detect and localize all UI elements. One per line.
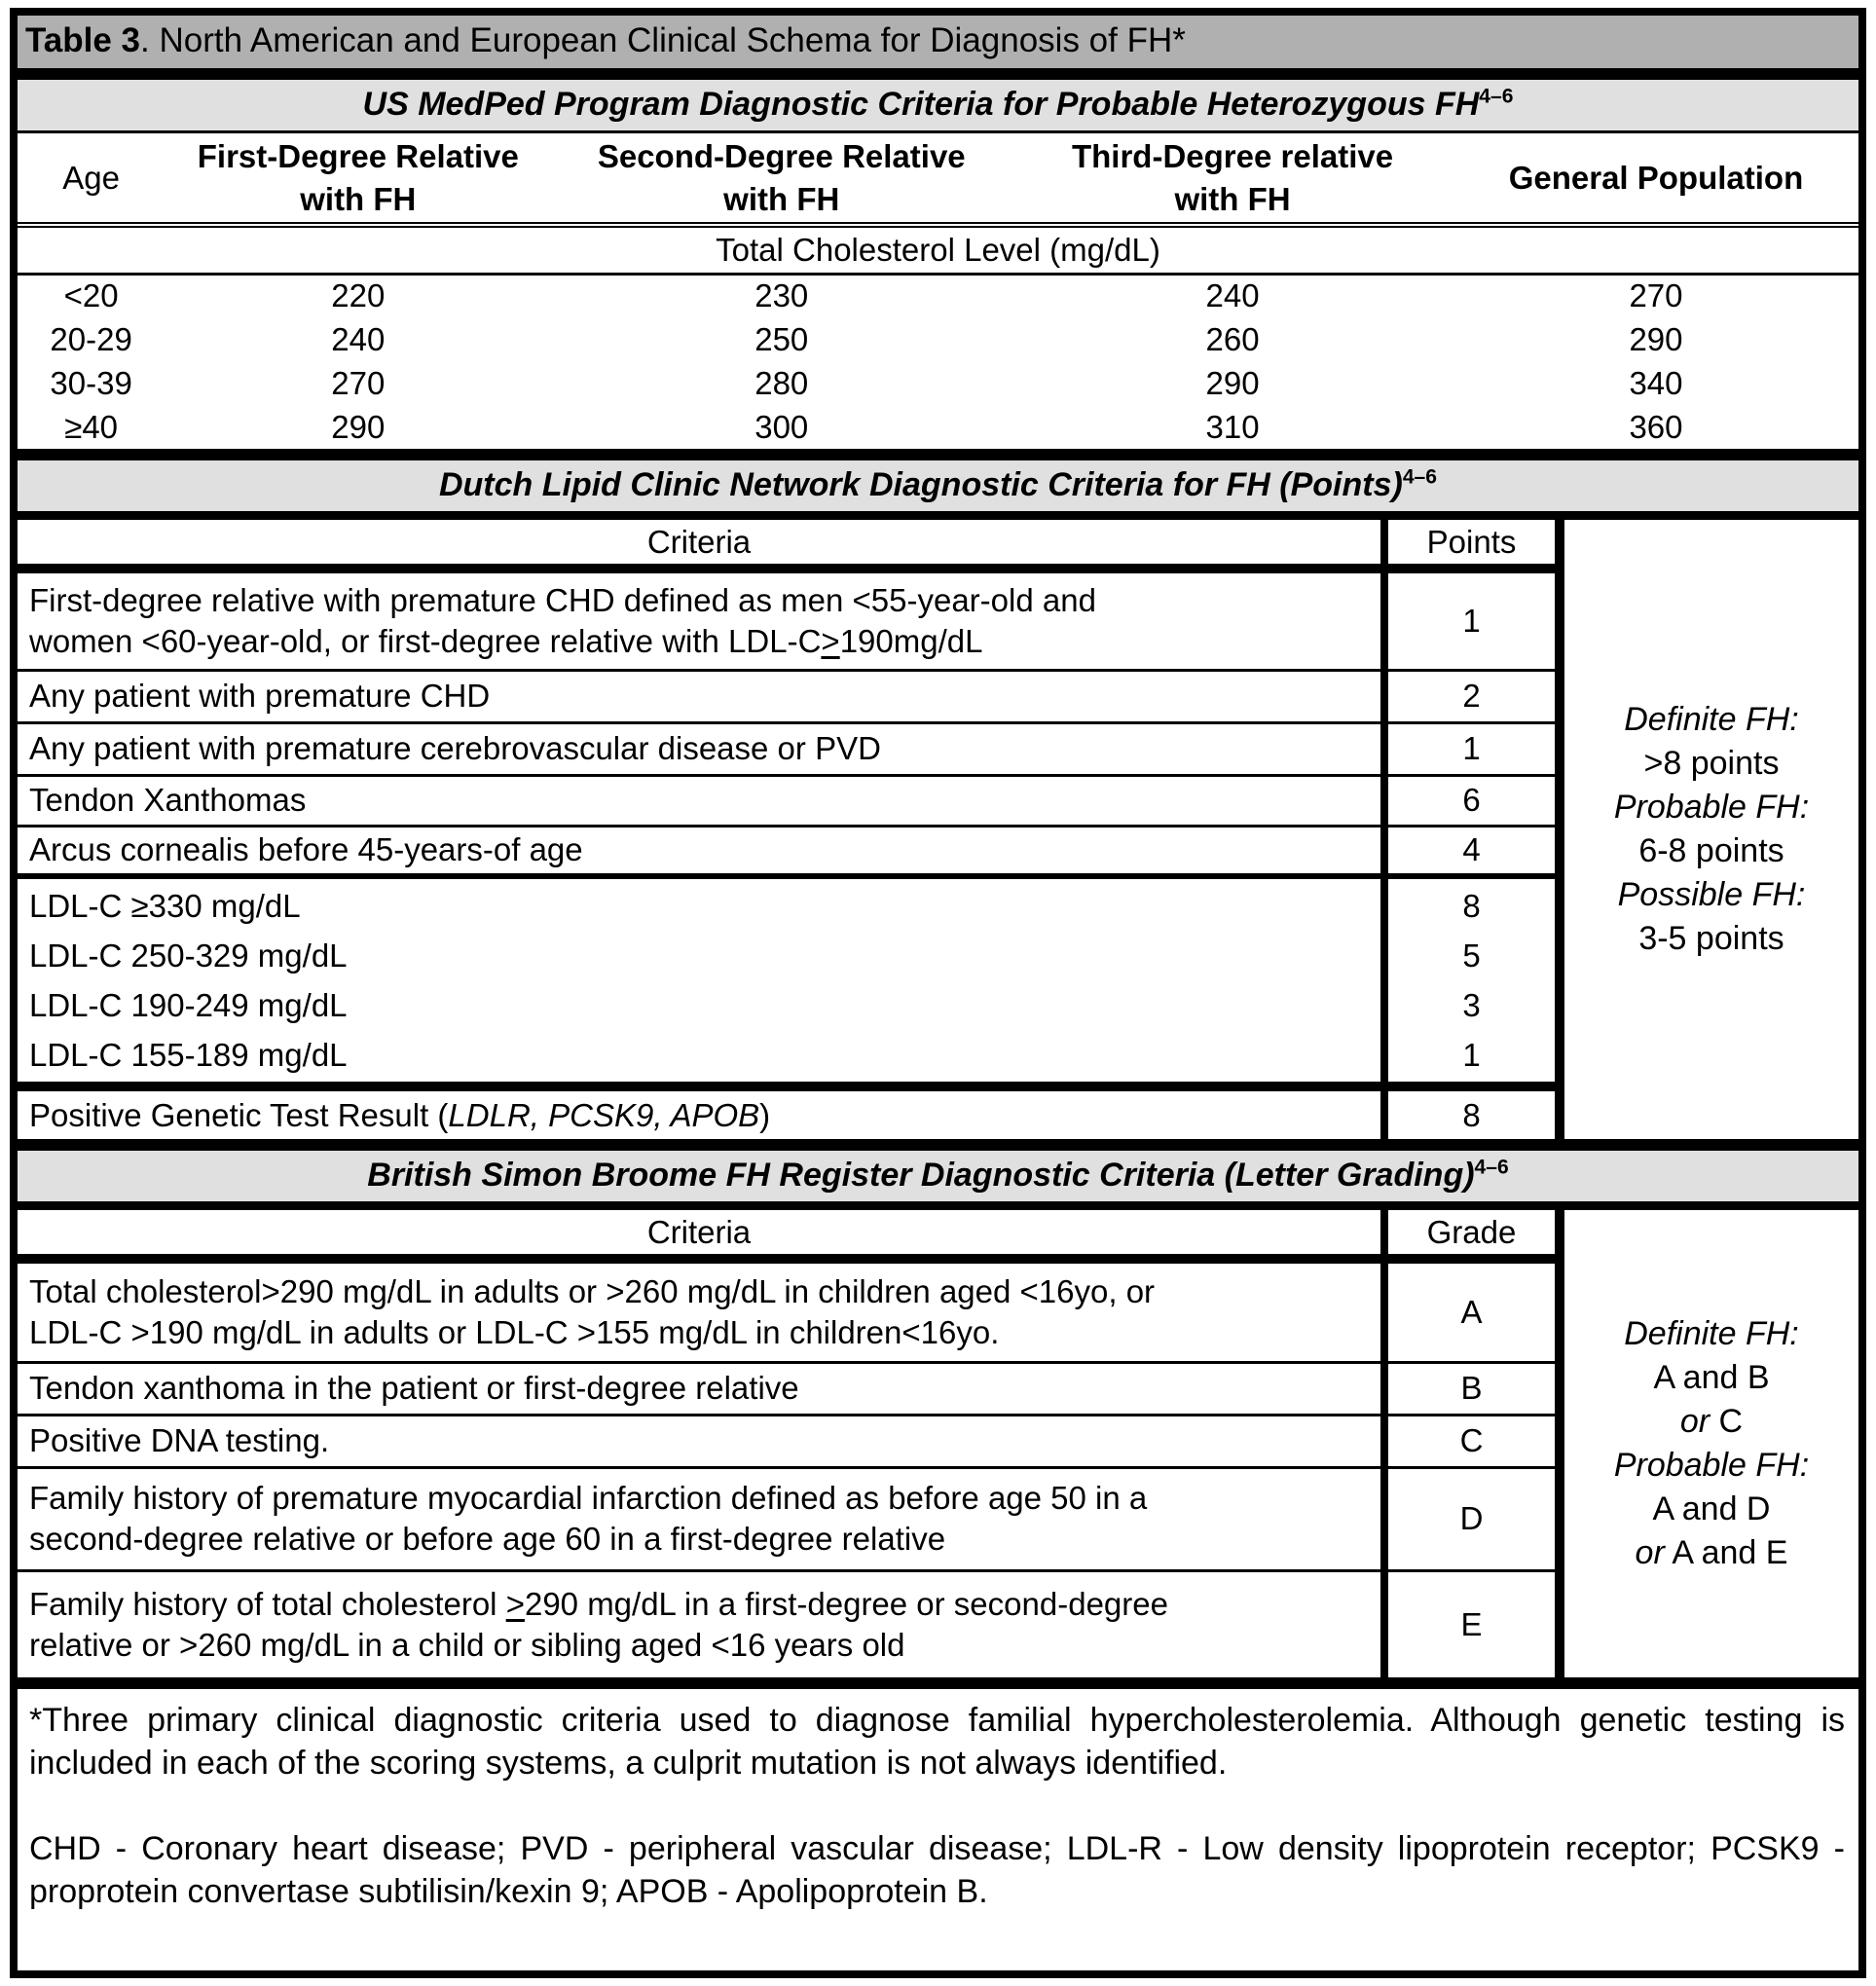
criteria-column-header: Criteria: [18, 520, 1384, 569]
grade-cell: C: [1384, 1415, 1560, 1467]
reference-superscript: 4–6: [1402, 465, 1437, 489]
criteria-cell: Any patient with premature CHD: [18, 670, 1384, 722]
points-cell: 8 5 3 1: [1384, 876, 1560, 1086]
classification-value: or C: [1679, 1403, 1744, 1440]
british-table-area: [18, 1210, 1858, 1677]
criteria-cell: Family history of total cholesterol >290 mg/dL in a first-degree or second-degree relative or >260 mg/dL in a child or sibling aged <16 years old: [18, 1570, 1384, 1677]
criteria-row: [18, 1086, 1560, 1139]
points-cell: 1: [1384, 722, 1560, 775]
age-cell: 30-39: [50, 364, 132, 401]
value-cell: 310: [1205, 408, 1260, 445]
criteria-row: [18, 569, 1560, 670]
dutch-section-header: [18, 460, 1858, 520]
dutch-classification-cell: [1564, 520, 1858, 1139]
points-cell: 6: [1384, 775, 1560, 826]
criteria-row: [18, 1362, 1560, 1415]
classification-value: >8 points: [1643, 745, 1780, 782]
criteria-row: [18, 1570, 1560, 1677]
section-divider: [18, 1139, 1858, 1151]
classification-value: or A and E: [1635, 1534, 1788, 1571]
criteria-row: [18, 826, 1560, 876]
gene-names: LDLR, PCSK9, APOB: [448, 1096, 760, 1133]
criteria-cell: Any patient with premature cerebrovascular disease or PVD: [18, 722, 1384, 775]
footnote-paragraph: CHD - Coronary heart disease; PVD - peripheral vascular disease; LDL-R - Low density lipoprotein receptor; PCSK9 - proprotein convertase subtilisin/kexin 9; APOB - Apolipoprotein B.: [29, 1830, 1845, 1910]
value-cell: 240: [1205, 277, 1260, 314]
criteria-cell: First-degree relative with premature CHD defined as men <55-year-old and women <60-year-old, or first-degree relative with LDL-C>190mg/dL: [18, 569, 1384, 670]
points-cell: 1: [1384, 569, 1560, 670]
criteria-row: [18, 1259, 1560, 1362]
column-header-general-population: General Population: [1453, 133, 1858, 225]
table-number: Table 3: [25, 21, 141, 59]
dutch-criteria-table-wrap: [18, 520, 1564, 1139]
british-criteria-table-wrap: [18, 1210, 1564, 1677]
table-3-document: [10, 8, 1866, 1978]
section-divider: [18, 68, 1858, 80]
column-header-third-degree: Third-Degree relative with FH: [1012, 133, 1453, 225]
grade-cell: B: [1384, 1362, 1560, 1415]
classification-value: A and D: [1652, 1490, 1771, 1527]
value-cell: 290: [1629, 320, 1683, 357]
medped-subheader-row: [18, 225, 1858, 274]
criteria-cell: Family history of premature myocardial infarction defined as before age 50 in a second-degree relative or before age 60 in a first-degree relative: [18, 1467, 1384, 1570]
greater-equal-underlined: >: [505, 1585, 525, 1622]
criteria-row: [18, 1467, 1560, 1570]
table-title-text: . North American and European Clinical Schema for Diagnosis of FH*: [140, 21, 1186, 59]
value-cell: 290: [331, 408, 386, 445]
table-row: [18, 274, 1858, 317]
value-cell: 280: [754, 364, 809, 401]
criteria-cell: Total cholesterol>290 mg/dL in adults or >260 mg/dL in children aged <16yo, or LDL-C >190 mg/dL in adults or LDL-C >155 mg/dL in children<16yo.: [18, 1259, 1384, 1362]
points-cell: 8: [1384, 1086, 1560, 1139]
column-header-age: Age: [18, 133, 165, 225]
dutch-table-area: [18, 520, 1858, 1139]
value-cell: 260: [1205, 320, 1260, 357]
value-cell: 360: [1629, 408, 1683, 445]
medped-table: [18, 133, 1858, 449]
table-row: [18, 361, 1858, 405]
value-cell: 240: [331, 320, 386, 357]
age-cell: <20: [63, 277, 119, 314]
british-header-row: [18, 1210, 1560, 1259]
value-cell: 340: [1629, 364, 1683, 401]
value-cell: 220: [331, 277, 386, 314]
classification-label: Probable FH:: [1613, 789, 1810, 826]
grade-cell: A: [1384, 1259, 1560, 1362]
criteria-cell: LDL-C ≥330 mg/dL LDL-C 250-329 mg/dL LDL-C 190-249 mg/dL LDL-C 155-189 mg/dL: [18, 876, 1384, 1086]
grade-column-header: Grade: [1384, 1210, 1560, 1259]
value-cell: 270: [1629, 277, 1683, 314]
grade-cell: E: [1384, 1570, 1560, 1677]
total-cholesterol-subheader: Total Cholesterol Level (mg/dL): [18, 225, 1858, 274]
criteria-cell: Tendon xanthoma in the patient or first-degree relative: [18, 1362, 1384, 1415]
british-heading: British Simon Broome FH Register Diagnostic Criteria (Letter Grading): [367, 1157, 1475, 1194]
british-classification-cell: [1564, 1210, 1858, 1677]
medped-section-header: [18, 80, 1858, 133]
criteria-cell: Positive DNA testing.: [18, 1415, 1384, 1467]
classification-label: Definite FH:: [1624, 1315, 1799, 1352]
criteria-row: [18, 1415, 1560, 1467]
reference-superscript: 4–6: [1479, 85, 1514, 108]
column-header-second-degree: Second-Degree Relative with FH: [551, 133, 1012, 225]
value-cell: 290: [1205, 364, 1260, 401]
value-cell: 250: [754, 320, 809, 357]
section-divider: [18, 449, 1858, 460]
classification-label: Definite FH:: [1624, 701, 1799, 738]
ldl-criteria-group-row: [18, 876, 1560, 1086]
dutch-header-row: [18, 520, 1560, 569]
points-cell: 4: [1384, 826, 1560, 876]
footnote-paragraph: *Three primary clinical diagnostic criteria used to diagnose familial hypercholesterolemia. Although genetic testing is included in each of the scoring systems, a culprit mutation is not always identified.: [29, 1702, 1845, 1782]
points-cell: 2: [1384, 670, 1560, 722]
classification-label: Probable FH:: [1613, 1447, 1810, 1484]
british-section-header: [18, 1151, 1858, 1210]
age-cell: 20-29: [50, 320, 132, 357]
british-criteria-table: [18, 1210, 1564, 1677]
table-footnote: [18, 1677, 1858, 1970]
age-cell: ≥40: [64, 408, 119, 445]
medped-header-row: [18, 133, 1858, 225]
criteria-cell: Positive Genetic Test Result (LDLR, PCSK9, APOB): [18, 1086, 1384, 1139]
criteria-cell: Tendon Xanthomas: [18, 775, 1384, 826]
medped-heading: US MedPed Program Diagnostic Criteria for Probable Heterozygous FH: [362, 86, 1480, 123]
criteria-cell: Arcus cornealis before 45-years-of age: [18, 826, 1384, 876]
criteria-row: [18, 722, 1560, 775]
column-header-first-degree: First-Degree Relative with FH: [165, 133, 551, 225]
classification-value: 3-5 points: [1638, 920, 1784, 957]
dutch-heading: Dutch Lipid Clinic Network Diagnostic Criteria for FH (Points): [438, 466, 1403, 503]
table-row: [18, 317, 1858, 361]
grade-cell: D: [1384, 1467, 1560, 1570]
classification-value: 6-8 points: [1638, 832, 1784, 869]
greater-equal-underlined: >: [821, 622, 840, 659]
value-cell: 300: [754, 408, 809, 445]
criteria-column-header: Criteria: [18, 1210, 1384, 1259]
dutch-criteria-table: [18, 520, 1564, 1139]
value-cell: 230: [754, 277, 809, 314]
classification-label: Possible FH:: [1617, 876, 1806, 913]
table-title-bar: [18, 16, 1858, 68]
reference-superscript: 4–6: [1474, 1156, 1509, 1179]
points-column-header: Points: [1384, 520, 1560, 569]
criteria-row: [18, 775, 1560, 826]
criteria-row: [18, 670, 1560, 722]
value-cell: 270: [331, 364, 386, 401]
classification-value: A and B: [1653, 1359, 1770, 1396]
table-row: [18, 405, 1858, 449]
